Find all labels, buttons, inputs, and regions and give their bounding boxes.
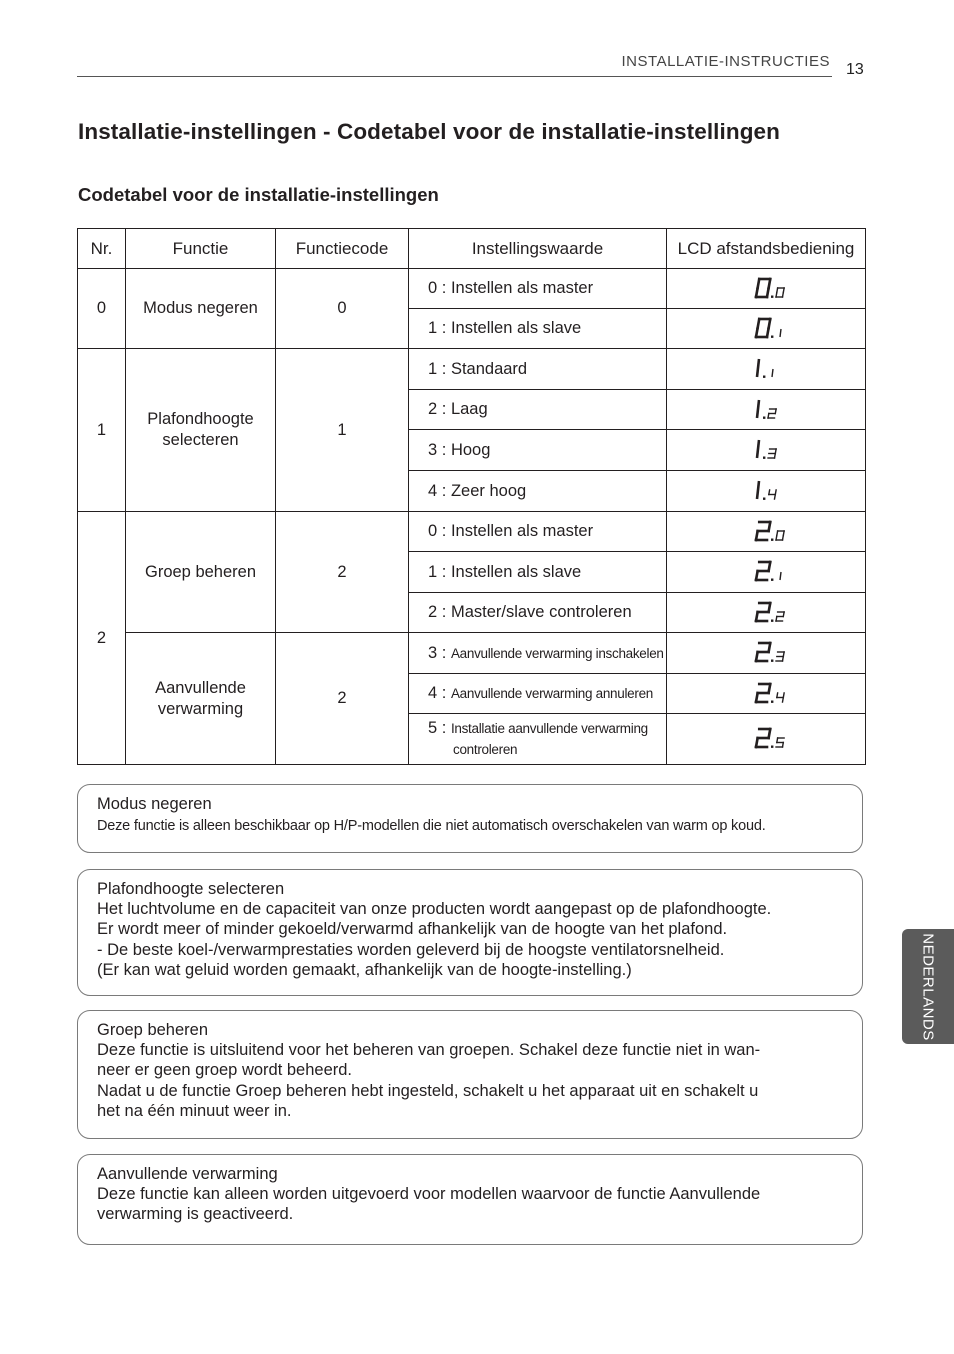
function-name: Aanvullende verwarming	[155, 678, 246, 718]
lcd-code-glyph	[754, 641, 794, 665]
lcd-sub-digit	[776, 531, 784, 540]
cell-function	[126, 512, 276, 633]
lcd-main-digit	[756, 562, 770, 580]
cell-nr: 2	[78, 512, 126, 765]
lcd-code-glyph	[754, 560, 794, 584]
cell-lcd-display	[667, 714, 866, 765]
table-header-row	[78, 229, 866, 269]
lcd-code-glyph	[754, 357, 794, 381]
note-title: Groep beheren	[97, 1021, 208, 1039]
lcd-main-digit	[756, 729, 770, 747]
setting-label: Aanvullende verwarming annuleren	[450, 686, 653, 701]
setting-label: Master/slave controleren	[450, 603, 632, 621]
setting-prefix: 4 :	[428, 481, 447, 500]
lcd-main-digit	[756, 522, 770, 540]
cell-function-code: 1	[276, 349, 409, 512]
setting-prefix: 3 :	[428, 440, 447, 459]
lcd-code-glyph	[754, 398, 794, 422]
note-box-plafondhoogte	[77, 869, 863, 996]
lcd-decimal-point	[771, 619, 773, 621]
note-box-groep-beheren	[77, 1010, 863, 1139]
column-header: Instellingswaarde	[409, 229, 667, 269]
table-body	[78, 269, 866, 765]
cell-lcd-display	[667, 390, 866, 430]
setting-label: Aanvullende verwarming inschakelen	[450, 645, 664, 661]
column-header: Functie	[126, 229, 276, 269]
lcd-main-digit	[756, 319, 770, 337]
lcd-main-digit-one	[757, 359, 759, 377]
lcd-code-glyph	[754, 601, 794, 625]
lcd-decimal-point	[771, 579, 773, 581]
table-row	[78, 349, 866, 390]
note-box-aanvullende-verwarming	[77, 1154, 863, 1245]
setting-label: Standaard	[450, 359, 528, 378]
lcd-sub-digit	[777, 693, 784, 702]
lcd-sub-digit	[776, 288, 784, 297]
language-tab-label: NEDERLANDS	[919, 932, 937, 1041]
lcd-decimal-point	[771, 335, 773, 337]
setting-prefix: 2 :	[428, 400, 447, 418]
note-text: Het luchtvolume en de capaciteit van onze producten wordt aangepast op de plafondhoogte. Er wordt meer of minder gekoeld/verwarmd afhankelijk van de hoogte van het plafond. - De beste koel-/verwarmprestaties worden geleverd bij de hoogste ventilatorsnelheid. (Er kan wat geluid worden gemaakt, afhankelijk van de hoogte-instelling.)	[97, 900, 772, 979]
cell-nr: 1	[78, 349, 126, 512]
setting-label: Instellen als master	[450, 279, 594, 297]
lcd-decimal-point	[771, 746, 773, 748]
cell-setting-value	[409, 269, 667, 309]
cell-setting-value	[409, 714, 667, 765]
table-row	[78, 269, 866, 309]
cell-lcd-display	[667, 512, 866, 552]
lcd-code-glyph	[754, 277, 794, 301]
setting-label: Hoog	[450, 440, 491, 459]
lcd-sub-digit	[776, 652, 784, 661]
cell-lcd-display	[667, 309, 866, 349]
note-text: Deze functie is uitsluitend voor het beheren van groepen. Schakel deze functie niet in wan- neer er geen groep wordt beheerd. Nadat u de functie Groep beheren hebt ingesteld, schakelt u het apparaat uit en schakelt u het na één minuut weer in.	[97, 1041, 761, 1120]
note-title: Plafondhoogte selecteren	[97, 880, 285, 898]
lcd-decimal-point	[763, 376, 765, 378]
language-tab	[902, 929, 954, 1044]
setting-label: Zeer hoog	[450, 481, 527, 500]
cell-lcd-display	[667, 430, 866, 471]
lcd-code-glyph	[754, 438, 794, 462]
function-name: Groep beheren	[145, 562, 256, 581]
setting-label: Instellen als slave	[450, 319, 582, 337]
lcd-main-digit-one	[757, 481, 759, 499]
lcd-main-digit	[756, 603, 770, 621]
cell-function-code: 0	[276, 269, 409, 349]
cell-setting-value	[409, 512, 667, 552]
lcd-sub-digit	[768, 449, 776, 458]
setting-prefix: 1 :	[428, 359, 447, 378]
cell-lcd-display	[667, 552, 866, 593]
lcd-decimal-point	[771, 700, 773, 702]
cell-setting-value	[409, 349, 667, 390]
note-box-modus-negeren	[77, 784, 863, 853]
cell-function	[126, 633, 276, 765]
cell-setting-value	[409, 430, 667, 471]
header-rule	[77, 76, 832, 77]
setting-prefix: 0 :	[428, 522, 447, 540]
lcd-code-glyph	[754, 317, 794, 341]
cell-setting-value	[409, 390, 667, 430]
lcd-code-glyph	[754, 727, 794, 751]
cell-lcd-display	[667, 593, 866, 633]
lcd-sub-digit	[780, 572, 781, 580]
lcd-sub-digit	[776, 612, 784, 621]
cell-setting-value	[409, 633, 667, 674]
column-header: Functiecode	[276, 229, 409, 269]
column-header: Nr.	[78, 229, 126, 269]
note-text: Deze functie kan alleen worden uitgevoerd voor modellen waarvoor de functie Aanvullende verwarming is geactiveerd.	[97, 1185, 761, 1224]
cell-function	[126, 349, 276, 512]
cell-setting-value	[409, 471, 667, 512]
code-table	[77, 228, 866, 765]
running-header: INSTALLATIE-INSTRUCTIES	[621, 53, 830, 70]
setting-prefix: 4 :	[428, 684, 447, 702]
setting-prefix: 1 :	[428, 319, 447, 337]
lcd-decimal-point	[771, 295, 773, 297]
lcd-main-digit-one	[757, 440, 759, 458]
cell-setting-value	[409, 674, 667, 714]
setting-prefix: 1 :	[428, 562, 447, 581]
cell-lcd-display	[667, 674, 866, 714]
note-title: Modus negeren	[97, 795, 212, 813]
setting-label-line2: controleren	[453, 742, 518, 757]
lcd-decimal-point	[771, 660, 773, 662]
lcd-main-digit	[756, 684, 770, 702]
setting-label: Laag	[450, 400, 488, 418]
lcd-code-glyph	[754, 479, 794, 503]
lcd-sub-digit	[780, 329, 781, 337]
cell-lcd-display	[667, 269, 866, 309]
cell-lcd-display	[667, 471, 866, 512]
setting-prefix: 0 :	[428, 279, 447, 297]
cell-function	[126, 269, 276, 349]
lcd-sub-digit	[776, 738, 784, 747]
function-name: Modus negeren	[143, 299, 258, 317]
cell-function-code: 2	[276, 512, 409, 633]
lcd-sub-digit	[772, 369, 773, 377]
lcd-main-digit-one	[757, 400, 759, 418]
table-row	[78, 633, 866, 674]
lcd-main-digit	[756, 279, 770, 297]
table-row	[78, 512, 866, 552]
lcd-sub-digit	[769, 490, 776, 499]
cell-function-code: 2	[276, 633, 409, 765]
page-number: 13	[846, 61, 864, 78]
section-subtitle: Codetabel voor de installatie-instellingen	[78, 184, 439, 205]
lcd-code-glyph	[754, 682, 794, 706]
setting-prefix: 5 :	[428, 719, 447, 737]
function-name: Plafondhoogte selecteren	[147, 410, 254, 449]
lcd-decimal-point	[763, 457, 765, 459]
cell-setting-value	[409, 552, 667, 593]
note-text: Deze functie is alleen beschikbaar op H/P-modellen die niet automatisch overschakelen van warm op koud.	[97, 818, 766, 834]
lcd-code-glyph	[754, 520, 794, 544]
cell-setting-value	[409, 593, 667, 633]
setting-label: Instellen als master	[450, 522, 594, 540]
setting-prefix: 3 :	[428, 643, 447, 662]
cell-setting-value	[409, 309, 667, 349]
cell-lcd-display	[667, 349, 866, 390]
column-header: LCD afstandsbediening	[667, 229, 866, 269]
setting-label: Installatie aanvullende verwarming	[450, 721, 648, 736]
cell-nr: 0	[78, 269, 126, 349]
setting-prefix: 2 :	[428, 603, 447, 621]
lcd-decimal-point	[771, 538, 773, 540]
setting-label: Instellen als slave	[450, 562, 582, 581]
page-title: Installatie-instellingen - Codetabel voor de installatie-instellingen	[78, 119, 781, 144]
lcd-decimal-point	[763, 498, 765, 500]
note-title: Aanvullende verwarming	[97, 1165, 278, 1183]
cell-lcd-display	[667, 633, 866, 674]
lcd-main-digit	[756, 643, 770, 661]
lcd-sub-digit	[768, 409, 776, 418]
lcd-decimal-point	[763, 416, 765, 418]
